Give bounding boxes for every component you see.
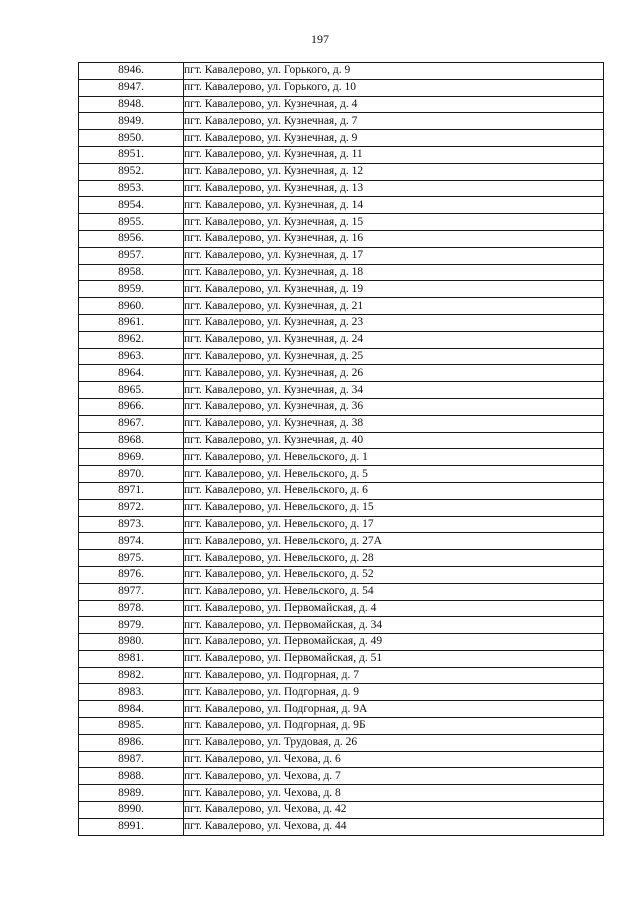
address-cell: пгт. Кавалерово, ул. Кузнечная, д. 40: [184, 432, 604, 449]
address-table-body: [79, 63, 604, 836]
address-cell: пгт. Кавалерово, ул. Кузнечная, д. 23: [184, 314, 604, 331]
row-number-cell: 8946.: [79, 63, 184, 80]
address-table: [78, 62, 604, 836]
address-cell: пгт. Кавалерово, ул. Первомайская, д. 34: [184, 617, 604, 634]
row-number-cell: 8954.: [79, 197, 184, 214]
address-cell: пгт. Кавалерово, ул. Первомайская, д. 51: [184, 650, 604, 667]
row-number-cell: 8953.: [79, 180, 184, 197]
page-number: 197: [311, 32, 329, 46]
address-cell: пгт. Кавалерово, ул. Кузнечная, д. 15: [184, 214, 604, 231]
address-cell: пгт. Кавалерово, ул. Кузнечная, д. 21: [184, 298, 604, 315]
row-number-cell: 8950.: [79, 130, 184, 147]
row-number-cell: 8971.: [79, 482, 184, 499]
row-number-cell: 8959.: [79, 281, 184, 298]
address-cell: пгт. Кавалерово, ул. Горького, д. 9: [184, 63, 604, 80]
address-cell: пгт. Кавалерово, ул. Невельского, д. 17: [184, 516, 604, 533]
row-number-cell: 8951.: [79, 146, 184, 163]
row-number-cell: 8990.: [79, 802, 184, 819]
address-cell: пгт. Кавалерово, ул. Кузнечная, д. 19: [184, 281, 604, 298]
table-row: [79, 550, 604, 567]
table-row: [79, 466, 604, 483]
row-number-cell: 8960.: [79, 298, 184, 315]
table-row: [79, 348, 604, 365]
table-row: [79, 449, 604, 466]
table-row: [79, 617, 604, 634]
table-row: [79, 701, 604, 718]
row-number-cell: 8980.: [79, 634, 184, 651]
table-row: [79, 533, 604, 550]
address-cell: пгт. Кавалерово, ул. Невельского, д. 1: [184, 449, 604, 466]
table-row: [79, 751, 604, 768]
table-row: [79, 634, 604, 651]
address-cell: пгт. Кавалерово, ул. Кузнечная, д. 18: [184, 264, 604, 281]
table-row: [79, 583, 604, 600]
address-cell: пгт. Кавалерово, ул. Чехова, д. 42: [184, 802, 604, 819]
address-cell: пгт. Кавалерово, ул. Кузнечная, д. 7: [184, 113, 604, 130]
table-row: [79, 734, 604, 751]
address-cell: пгт. Кавалерово, ул. Чехова, д. 6: [184, 751, 604, 768]
address-cell: пгт. Кавалерово, ул. Трудовая, д. 26: [184, 734, 604, 751]
row-number-cell: 8964.: [79, 365, 184, 382]
row-number-cell: 8987.: [79, 751, 184, 768]
row-number-cell: 8979.: [79, 617, 184, 634]
address-cell: пгт. Кавалерово, ул. Кузнечная, д. 4: [184, 96, 604, 113]
row-number-cell: 8978.: [79, 600, 184, 617]
table-row: [79, 63, 604, 80]
table-row: [79, 214, 604, 231]
table-row: [79, 499, 604, 516]
row-number-cell: 8952.: [79, 163, 184, 180]
row-number-cell: 8955.: [79, 214, 184, 231]
address-cell: пгт. Кавалерово, ул. Кузнечная, д. 11: [184, 146, 604, 163]
table-row: [79, 314, 604, 331]
address-cell: пгт. Кавалерово, ул. Кузнечная, д. 24: [184, 331, 604, 348]
table-row: [79, 650, 604, 667]
row-number-cell: 8985.: [79, 718, 184, 735]
row-number-cell: 8974.: [79, 533, 184, 550]
table-row: [79, 802, 604, 819]
table-row: [79, 482, 604, 499]
address-cell: пгт. Кавалерово, ул. Чехова, д. 44: [184, 818, 604, 835]
table-row: [79, 398, 604, 415]
address-cell: пгт. Кавалерово, ул. Невельского, д. 52: [184, 566, 604, 583]
address-cell: пгт. Кавалерово, ул. Невельского, д. 5: [184, 466, 604, 483]
address-cell: пгт. Кавалерово, ул. Подгорная, д. 9Б: [184, 718, 604, 735]
row-number-cell: 8957.: [79, 247, 184, 264]
address-cell: пгт. Кавалерово, ул. Невельского, д. 15: [184, 499, 604, 516]
row-number-cell: 8966.: [79, 398, 184, 415]
table-row: [79, 247, 604, 264]
table-row: [79, 768, 604, 785]
address-cell: пгт. Кавалерово, ул. Кузнечная, д. 14: [184, 197, 604, 214]
table-row: [79, 718, 604, 735]
table-row: [79, 382, 604, 399]
row-number-cell: 8961.: [79, 314, 184, 331]
address-cell: пгт. Кавалерово, ул. Первомайская, д. 4: [184, 600, 604, 617]
address-cell: пгт. Кавалерово, ул. Кузнечная, д. 34: [184, 382, 604, 399]
row-number-cell: 8965.: [79, 382, 184, 399]
table-row: [79, 281, 604, 298]
row-number-cell: 8973.: [79, 516, 184, 533]
row-number-cell: 8967.: [79, 415, 184, 432]
row-number-cell: 8947.: [79, 79, 184, 96]
row-number-cell: 8991.: [79, 818, 184, 835]
table-row: [79, 415, 604, 432]
row-number-cell: 8977.: [79, 583, 184, 600]
address-cell: пгт. Кавалерово, ул. Подгорная, д. 9: [184, 684, 604, 701]
row-number-cell: 8948.: [79, 96, 184, 113]
row-number-cell: 8981.: [79, 650, 184, 667]
row-number-cell: 8988.: [79, 768, 184, 785]
row-number-cell: 8970.: [79, 466, 184, 483]
address-cell: пгт. Кавалерово, ул. Кузнечная, д. 36: [184, 398, 604, 415]
address-cell: пгт. Кавалерово, ул. Подгорная, д. 9А: [184, 701, 604, 718]
address-cell: пгт. Кавалерово, ул. Кузнечная, д. 25: [184, 348, 604, 365]
table-row: [79, 264, 604, 281]
address-cell: пгт. Кавалерово, ул. Кузнечная, д. 13: [184, 180, 604, 197]
row-number-cell: 8975.: [79, 550, 184, 567]
row-number-cell: 8984.: [79, 701, 184, 718]
row-number-cell: 8968.: [79, 432, 184, 449]
table-row: [79, 785, 604, 802]
address-cell: пгт. Кавалерово, ул. Невельского, д. 27А: [184, 533, 604, 550]
table-row: [79, 516, 604, 533]
table-row: [79, 113, 604, 130]
address-cell: пгт. Кавалерово, ул. Кузнечная, д. 16: [184, 230, 604, 247]
address-cell: пгт. Кавалерово, ул. Кузнечная, д. 12: [184, 163, 604, 180]
row-number-cell: 8976.: [79, 566, 184, 583]
table-row: [79, 180, 604, 197]
row-number-cell: 8949.: [79, 113, 184, 130]
address-cell: пгт. Кавалерово, ул. Подгорная, д. 7: [184, 667, 604, 684]
row-number-cell: 8989.: [79, 785, 184, 802]
address-cell: пгт. Кавалерово, ул. Первомайская, д. 49: [184, 634, 604, 651]
row-number-cell: 8972.: [79, 499, 184, 516]
table-row: [79, 197, 604, 214]
table-row: [79, 130, 604, 147]
row-number-cell: 8958.: [79, 264, 184, 281]
table-row: [79, 146, 604, 163]
table-row: [79, 667, 604, 684]
table-row: [79, 432, 604, 449]
table-row: [79, 331, 604, 348]
row-number-cell: 8962.: [79, 331, 184, 348]
table-row: [79, 818, 604, 835]
row-number-cell: 8986.: [79, 734, 184, 751]
row-number-cell: 8969.: [79, 449, 184, 466]
row-number-cell: 8956.: [79, 230, 184, 247]
address-cell: пгт. Кавалерово, ул. Невельского, д. 6: [184, 482, 604, 499]
row-number-cell: 8982.: [79, 667, 184, 684]
table-row: [79, 298, 604, 315]
table-row: [79, 684, 604, 701]
address-cell: пгт. Кавалерово, ул. Кузнечная, д. 9: [184, 130, 604, 147]
table-row: [79, 79, 604, 96]
row-number-cell: 8983.: [79, 684, 184, 701]
address-cell: пгт. Кавалерово, ул. Чехова, д. 8: [184, 785, 604, 802]
address-cell: пгт. Кавалерово, ул. Горького, д. 10: [184, 79, 604, 96]
address-cell: пгт. Кавалерово, ул. Кузнечная, д. 26: [184, 365, 604, 382]
table-row: [79, 96, 604, 113]
row-number-cell: 8963.: [79, 348, 184, 365]
address-cell: пгт. Кавалерово, ул. Кузнечная, д. 17: [184, 247, 604, 264]
table-row: [79, 600, 604, 617]
table-row: [79, 163, 604, 180]
address-cell: пгт. Кавалерово, ул. Невельского, д. 28: [184, 550, 604, 567]
address-cell: пгт. Кавалерово, ул. Кузнечная, д. 38: [184, 415, 604, 432]
address-cell: пгт. Кавалерово, ул. Чехова, д. 7: [184, 768, 604, 785]
table-row: [79, 230, 604, 247]
address-cell: пгт. Кавалерово, ул. Невельского, д. 54: [184, 583, 604, 600]
table-row: [79, 566, 604, 583]
table-row: [79, 365, 604, 382]
